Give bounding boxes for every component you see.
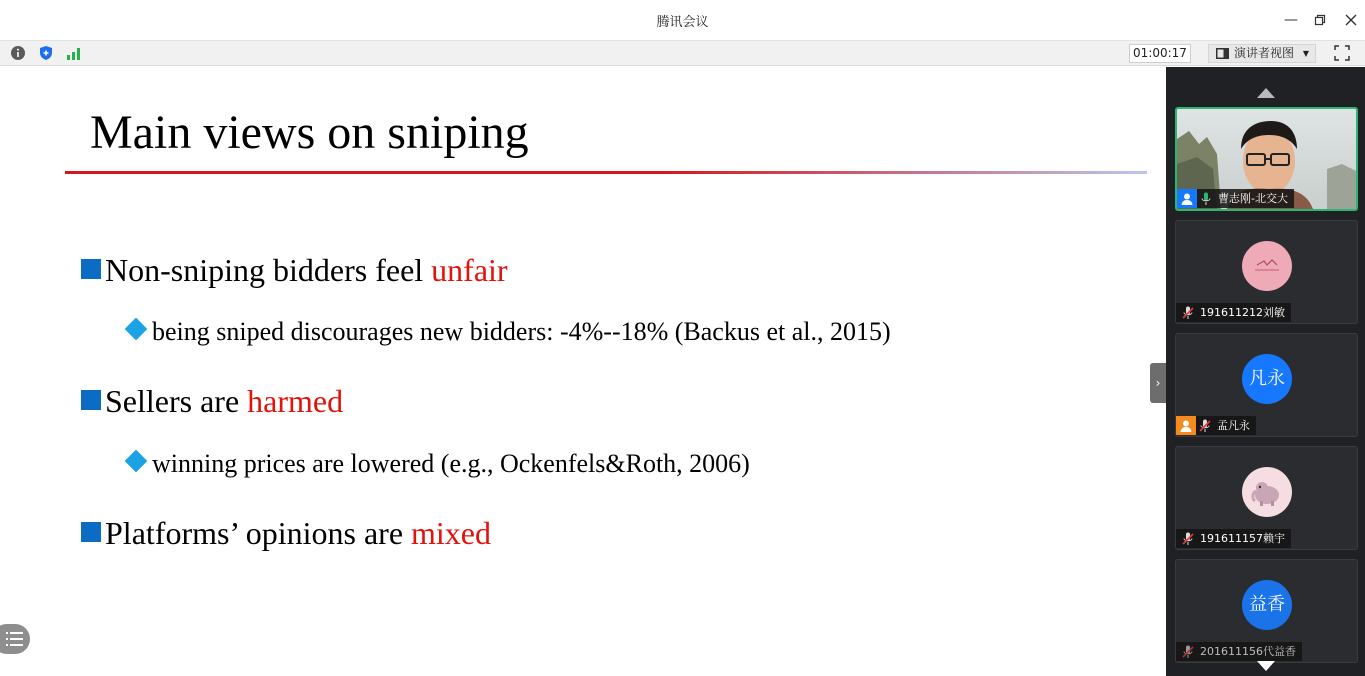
signal-bars-icon[interactable] — [66, 45, 82, 61]
title-underline — [65, 170, 1147, 175]
sub-bullet-2-text: winning prices are lowered (e.g., Ockenfels&Roth, 2006) — [152, 449, 750, 478]
mic-muted-icon — [1196, 416, 1214, 435]
view-mode-dropdown[interactable] — [1208, 44, 1316, 63]
bullet-2 — [81, 383, 343, 420]
participant-tile-1[interactable] — [1175, 107, 1358, 211]
bullet-3 — [81, 515, 491, 552]
participant-name-tag — [1177, 189, 1294, 208]
diamond-bullet-icon — [125, 318, 148, 341]
bullet-1-text: Non-sniping bidders feel — [105, 252, 432, 288]
avatar — [1242, 467, 1292, 517]
mic-on-icon — [1197, 189, 1215, 208]
dropdown-caret-icon: ▼ — [1302, 49, 1309, 58]
mic-muted-icon — [1179, 529, 1197, 548]
participant-name: 曹志刚-北交大 — [1218, 192, 1288, 205]
square-bullet-icon — [81, 522, 101, 542]
meeting-toolbar — [0, 40, 1365, 66]
sub-bullet-1 — [124, 317, 891, 347]
window-title: 腾讯会议 — [656, 15, 709, 30]
participant-tile-3[interactable] — [1175, 333, 1358, 437]
slide-title: Main views on sniping — [90, 106, 529, 159]
fullscreen-icon[interactable] — [1334, 45, 1350, 61]
participant-name-tag — [1176, 416, 1256, 435]
square-bullet-icon — [81, 390, 101, 410]
square-bullet-icon — [81, 259, 101, 279]
minimize-icon[interactable]: — — [1284, 12, 1298, 28]
participant-name: 191611212刘敏 — [1200, 306, 1285, 319]
bullet-1 — [81, 252, 508, 289]
participant-panel — [1166, 67, 1365, 676]
bullet-2-emphasis: harmed — [247, 383, 344, 419]
participant-tile-5[interactable] — [1175, 559, 1358, 663]
bullet-2-text: Sellers are — [105, 383, 248, 419]
participant-tile-4[interactable] — [1175, 446, 1358, 550]
close-icon[interactable] — [1339, 8, 1363, 32]
participant-name: 191611157赖宇 — [1200, 532, 1285, 545]
sub-bullet-1-text: being sniped discourages new bidders: -4%--18% (Backus et al., 2015) — [152, 317, 891, 346]
diamond-bullet-icon — [125, 450, 148, 473]
sub-bullet-2 — [124, 449, 750, 479]
participant-name-tag — [1176, 303, 1291, 322]
user-icon — [1176, 416, 1196, 435]
info-icon[interactable] — [10, 45, 26, 61]
participant-name-tag — [1176, 642, 1302, 661]
avatar: 凡永 — [1242, 354, 1292, 404]
user-icon — [1177, 189, 1197, 208]
layout-icon — [1216, 48, 1229, 59]
participant-name: 201611156代益香 — [1200, 645, 1296, 658]
avatar — [1242, 241, 1292, 291]
bullet-3-emphasis: mixed — [411, 515, 491, 551]
avatar: 益香 — [1242, 580, 1292, 630]
bullet-3-text: Platforms’ opinions are — [105, 515, 412, 551]
participant-name-tag — [1176, 529, 1291, 548]
restore-icon[interactable] — [1308, 8, 1332, 32]
chevron-down-icon[interactable] — [1257, 661, 1275, 671]
shared-slide — [0, 67, 1166, 676]
participant-name: 孟凡永 — [1217, 419, 1250, 432]
shield-icon[interactable] — [38, 45, 54, 61]
mic-muted-icon — [1179, 303, 1197, 322]
title-bar — [0, 0, 1365, 40]
view-mode-label: 演讲者视图 — [1234, 46, 1295, 60]
mic-muted-icon — [1179, 642, 1197, 661]
list-menu-icon[interactable] — [0, 624, 30, 654]
participant-tile-2[interactable] — [1175, 220, 1358, 324]
bullet-1-emphasis: unfair — [431, 252, 508, 288]
chevron-right-icon[interactable]: › — [1150, 363, 1166, 403]
chevron-up-icon[interactable] — [1257, 88, 1275, 98]
meeting-timer: 01:00:17 — [1129, 44, 1191, 63]
